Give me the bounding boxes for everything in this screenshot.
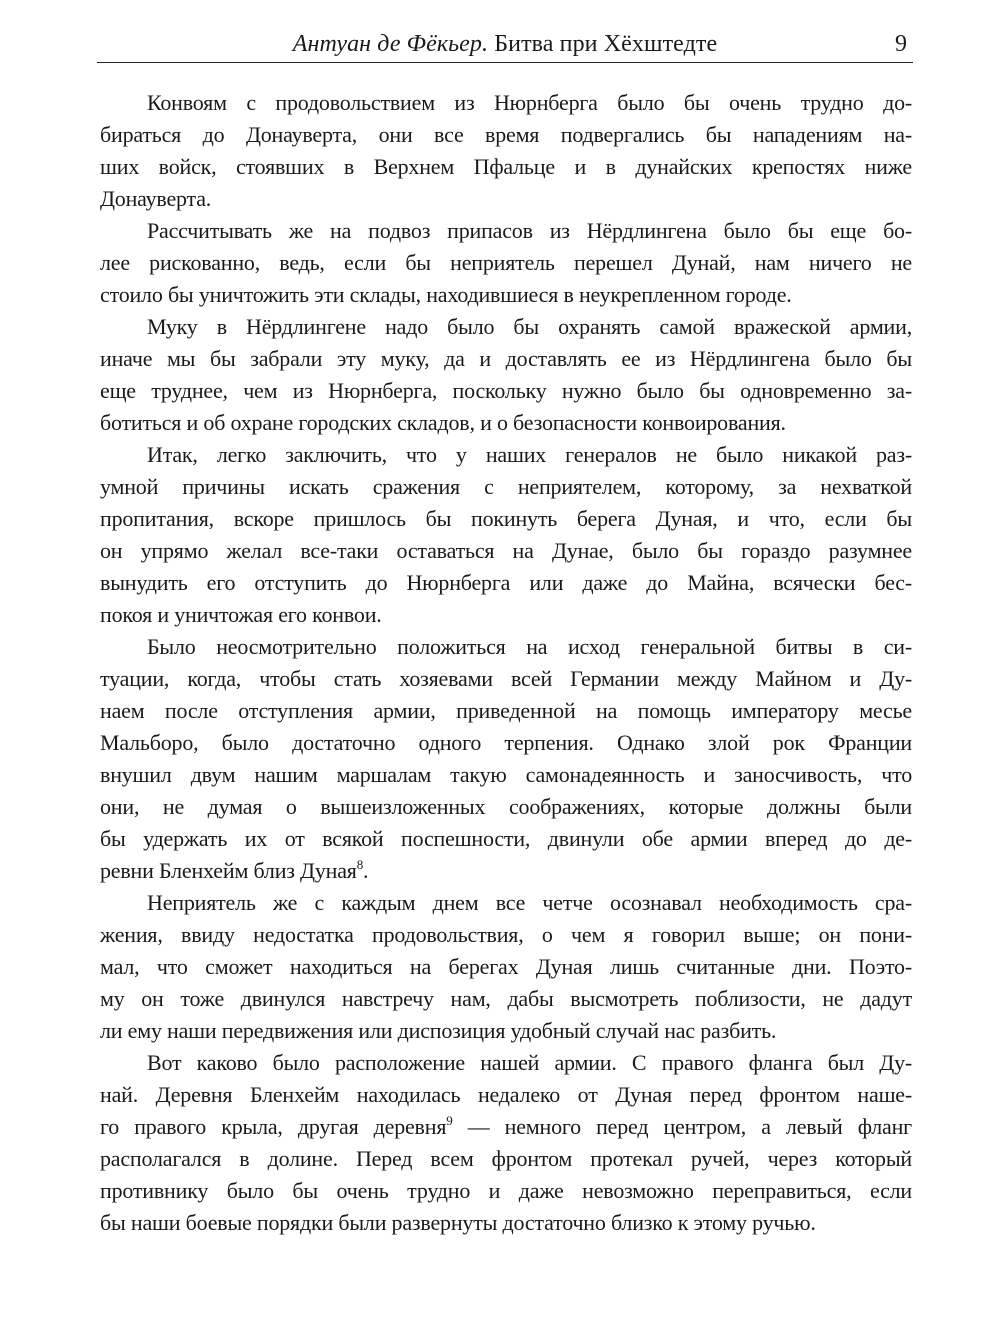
line-text: пропитания, вскоре пришлось бы покинуть берега Дуная, и что, если бы xyxy=(100,506,912,531)
line-text: Неприятель же с каждым днем все четче осознавал необходимость сра- xyxy=(147,890,912,915)
text-line xyxy=(100,983,912,1015)
text-line xyxy=(100,1111,912,1143)
text-line xyxy=(100,727,912,759)
text-line xyxy=(100,151,912,183)
line-text: Вот каково было расположение нашей армии. С правого фланга был Ду- xyxy=(147,1050,912,1075)
line-text: ботиться и об охране городских складов, и о безопасности конвоирования. xyxy=(100,410,786,435)
line-text: ревни Бленхейм близ Дуная xyxy=(100,858,357,883)
line-text: го правого крыла, другая деревня xyxy=(100,1114,447,1139)
text-line xyxy=(100,567,912,599)
line-text: Муку в Нёрдлингене надо было бы охранять самой вражеской армии, xyxy=(147,314,912,339)
line-text: ли ему наши передвижения или диспозиция удобный случай нас разбить. xyxy=(100,1018,777,1043)
text-line xyxy=(100,791,912,823)
paragraph xyxy=(100,887,912,1047)
line-text: внушил двум нашим маршалам такую самонадеянность и заносчивость, что xyxy=(100,762,912,787)
text-line xyxy=(100,503,912,535)
header-author: Антуан де Фёкьер. xyxy=(292,31,489,57)
text-line xyxy=(100,1015,912,1047)
text-line xyxy=(100,407,912,439)
text-line xyxy=(100,919,912,951)
line-text: Рассчитывать же на подвоз припасов из Нёрдлингена было бы еще бо- xyxy=(147,218,912,243)
line-text: ших войск, стоявших в Верхнем Пфальце и в дунайских крепостях ниже xyxy=(100,154,912,179)
paragraph xyxy=(100,1047,912,1239)
paragraph xyxy=(100,87,912,215)
text-line xyxy=(100,759,912,791)
text-line xyxy=(100,343,912,375)
text-line xyxy=(100,663,912,695)
text-line xyxy=(100,631,912,663)
text-line xyxy=(100,375,912,407)
header-rule xyxy=(97,62,913,63)
line-text: покоя и уничтожая его конвои. xyxy=(100,602,382,627)
text-line xyxy=(100,823,912,855)
header-book-title: Битва при Хёхштедте xyxy=(494,31,718,57)
line-text: лее рискованно, ведь, если бы неприятель перешел Дунай, нам ничего не xyxy=(100,250,912,275)
text-line xyxy=(100,279,912,311)
line-text: противнику было бы очень трудно и даже невозможно переправиться, если xyxy=(100,1178,912,1203)
header-title xyxy=(97,30,913,58)
line-text: . xyxy=(363,858,369,883)
line-text: стоило бы уничтожить эти склады, находившиеся в неукрепленном городе. xyxy=(100,282,792,307)
text-line xyxy=(100,1207,912,1239)
text-line xyxy=(100,311,912,343)
running-header xyxy=(97,26,913,60)
line-text: — немного перед центром, а левый фланг xyxy=(452,1114,912,1139)
line-text: вынудить его отступить до Нюрнберга или даже до Майна, всячески бес- xyxy=(100,570,912,595)
footnote-mark: 8 xyxy=(356,857,364,872)
line-text: му он тоже двинулся навстречу нам, дабы высмотреть поблизости, не дадут xyxy=(100,986,912,1011)
paragraph xyxy=(100,311,912,439)
line-text: он упрямо желал все-таки оставаться на Дунае, было бы гораздо разумнее xyxy=(100,538,912,563)
text-line xyxy=(100,887,912,919)
text-body xyxy=(100,87,912,1239)
text-line xyxy=(100,247,912,279)
line-text: располагался в долине. Перед всем фронтом протекал ручей, через который xyxy=(100,1146,912,1171)
line-text: они, не думая о вышеизложенных соображениях, которые должны были xyxy=(100,794,912,819)
text-line xyxy=(100,1143,912,1175)
text-line xyxy=(100,183,912,215)
text-line xyxy=(100,1175,912,1207)
line-text: Мальборо, было достаточно одного терпения. Однако злой рок Франции xyxy=(100,730,912,755)
line-text: Было неосмотрительно положиться на исход генеральной битвы в си- xyxy=(147,634,912,659)
text-line xyxy=(100,1079,912,1111)
text-line xyxy=(100,119,912,151)
line-text: най. Деревня Бленхейм находилась недалеко от Дуная перед фронтом наше- xyxy=(100,1082,912,1107)
paragraph xyxy=(100,631,912,887)
line-text: бы удержать их от всякой поспешности, двинули обе армии вперед до де- xyxy=(100,826,912,851)
line-text: Донауверта. xyxy=(100,186,212,211)
line-text: иначе мы бы забрали эту муку, да и доставлять ее из Нёрдлингена было бы xyxy=(100,346,912,371)
line-text: бираться до Донауверта, они все время подвергались бы нападениям на- xyxy=(100,122,912,147)
line-text: еще труднее, чем из Нюрнберга, поскольку нужно было бы одновременно за- xyxy=(100,378,912,403)
text-line xyxy=(100,951,912,983)
text-line xyxy=(100,87,912,119)
text-line xyxy=(100,535,912,567)
line-text: Итак, легко заключить, что у наших генералов не было никакой раз- xyxy=(147,442,912,467)
text-line xyxy=(100,599,912,631)
line-text: бы наши боевые порядки были развернуты достаточно близко к этому ручью. xyxy=(100,1210,816,1235)
text-line xyxy=(100,471,912,503)
footnote-mark: 9 xyxy=(446,1113,453,1128)
text-line xyxy=(100,215,912,247)
line-text: жения, ввиду недостатка продовольствия, о чем я говорил выше; он пони- xyxy=(100,922,912,947)
text-line xyxy=(100,855,912,887)
page-number: 9 xyxy=(895,31,907,57)
line-text: мал, что сможет находиться на берегах Дуная лишь считанные дни. Поэто- xyxy=(100,954,912,979)
line-text: туации, когда, чтобы стать хозяевами всей Германии между Майном и Ду- xyxy=(100,666,912,691)
line-text: наем после отступления армии, приведенной на помощь императору месье xyxy=(100,698,912,723)
text-line xyxy=(100,1047,912,1079)
line-text: умной причины искать сражения с неприятелем, которому, за нехваткой xyxy=(100,474,912,499)
paragraph xyxy=(100,215,912,311)
text-line xyxy=(100,439,912,471)
text-line xyxy=(100,695,912,727)
line-text: Конвоям с продовольствием из Нюрнберга было бы очень трудно до- xyxy=(147,90,912,115)
paragraph xyxy=(100,439,912,631)
